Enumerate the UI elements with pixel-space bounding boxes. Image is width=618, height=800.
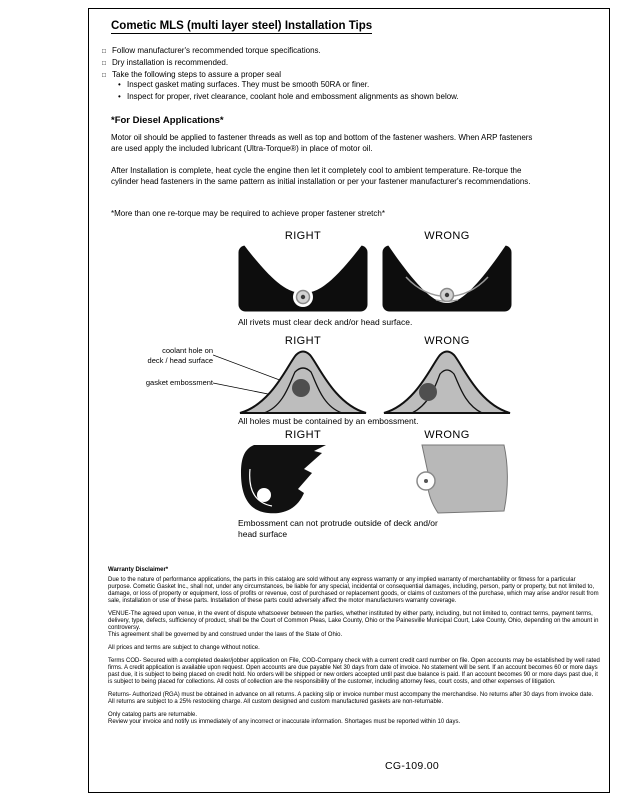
warranty-paragraph: Only catalog parts are returnable. xyxy=(108,712,198,718)
embossment-right-diagram xyxy=(238,348,368,414)
rivet-overlap-illustration xyxy=(382,245,512,312)
protrusion-right-diagram xyxy=(238,443,368,515)
wrong-label-row2: WRONG xyxy=(424,335,470,347)
tip-text: Follow manufacturer's recommended torque specifications. xyxy=(112,46,321,55)
round-bullet-icon: • xyxy=(118,92,121,101)
warranty-paragraph: Due to the nature of performance applications, the parts in this catalog are sold without any express warranty or any implied warranty of merchantability or fitness for a particular purpose. Cometic Gasket Inc., shall not, under any circumstances, be liable for any special, incidental or consequential damages, including, person, party or property, but not limited to, damage, or loss of property or equipment, loss of profits or revenue, cost of purchased or replacement goods, or claims of customers of the purchase, which may arise and/or result from sale, installation or use of these parts. Installation of these parts could adversely affect the motor manufacturers warranty coverage. xyxy=(108,577,599,604)
list-item xyxy=(118,91,459,103)
square-bullet-icon: □ xyxy=(102,72,106,79)
callout-coolant-hole xyxy=(107,346,213,365)
tips-list xyxy=(102,45,321,81)
warranty-paragraph: This agreement shall be governed by and construed under the laws of the State of Ohio. xyxy=(108,632,343,638)
embossment-inside-illustration xyxy=(238,443,368,515)
warranty-paragraph: Review your invoice and notify us immediately of any incorrect or inaccurate information. Shortages must be reported within 10 days. xyxy=(108,719,461,725)
tip-text: Take the following steps to assure a proper seal xyxy=(112,70,281,79)
rivet-clear-illustration xyxy=(238,245,368,312)
right-label-row1: RIGHT xyxy=(284,230,322,242)
square-bullet-icon: □ xyxy=(102,48,106,55)
page-title: Cometic MLS (multi layer steel) Installation Tips xyxy=(111,20,373,32)
right-label-row2: RIGHT xyxy=(284,335,322,347)
rivet-right-diagram xyxy=(238,245,368,312)
list-item xyxy=(118,79,459,91)
callout-text: coolant hole on xyxy=(162,346,213,355)
round-bullet-icon: • xyxy=(118,80,121,89)
list-item xyxy=(102,45,321,57)
square-bullet-icon: □ xyxy=(102,60,106,67)
diesel-paragraph-1: Motor oil should be applied to fastener threads as well as top and bottom of the fastener washers. When ARP fasteners are used apply the included lubricant (Ultra-Torque®) in place of motor oil. xyxy=(111,133,533,153)
hole-contained-illustration xyxy=(238,348,368,414)
callout-text: deck / head surface xyxy=(147,355,213,365)
rivet-wrong-diagram xyxy=(382,245,512,312)
catalog-page-code: CG-109.00 xyxy=(385,760,440,772)
warranty-paragraph: VENUE-The agreed upon venue, in the event of dispute whatsoever between the parties, whether instituted by either party, including, but not limited to, contract terms, payment terms, delivery, type, defects, sufficiency of product, shall be the Court of Common Pleas, Lake County, Ohio or the Painesville Municipal Court, Lake County, Ohio, depending on the amount in controversy. xyxy=(108,611,599,631)
protrusion-wrong-diagram xyxy=(382,443,512,515)
tip-text: Dry installation is recommended. xyxy=(112,58,229,67)
right-label-row3: RIGHT xyxy=(284,429,322,441)
hole-crossing-illustration xyxy=(382,348,512,414)
tip-text: Inspect gasket mating surfaces. They must be smooth 50RA or finer. xyxy=(127,80,370,89)
warranty-paragraph: All prices and terms are subject to change without notice. xyxy=(108,645,260,651)
warranty-paragraph: Terms COD- Secured with a completed dealer/jobber application on File, COD-Company check with a current credit card number on file. Open accounts may be established by well rated firms. A credit application is available upon request. Open accounts are due payable Net 30 days from date of invoice. No statement will be sent. If an account becomes 60 or more days past due, it is subject to being placed on credit hold. No orders will be shipped or new orders accepted until past due balance is paid. If an account becomes 90 or more days past due, it is subject to being placed for collections. All costs of collection are the responsibility of the customer, including attorney fees, court costs, and other expenses of litigation. xyxy=(108,658,600,685)
warranty-disclaimer xyxy=(108,567,600,726)
tips-sublist xyxy=(118,79,459,103)
embossment-wrong-diagram xyxy=(382,348,512,414)
document-frame xyxy=(88,8,610,793)
tip-text: Inspect for proper, rivet clearance, coolant hole and embossment alignments as shown below. xyxy=(127,92,459,101)
list-item xyxy=(102,57,321,69)
warranty-paragraph: Returns- Authorized (RGA) must be obtained in advance on all returns. A packing slip or invoice number must accompany the merchandise. No returns after 30 days from invoice date. All returns are subject to a 25% restocking charge. All custom designed and custom manufactured gaskets are non-returnable. xyxy=(108,692,594,705)
diesel-paragraph-2: After Installation is complete, heat cycle the engine then let it completely cool to ambient temperature. Re-torque the cylinder head fasteners in the same pattern as initial installation or per your fastener manufacturer's recommendations. xyxy=(111,166,531,186)
embossment-protruding-illustration xyxy=(382,443,512,515)
retorque-note: *More than one re-torque may be required to achieve proper fastener stretch* xyxy=(111,209,385,218)
caption-protrusion: Embossment can not protrude outside of deck and/or head surface xyxy=(238,518,438,539)
warranty-heading: Warranty Disclaimer* xyxy=(108,567,169,573)
diesel-section-heading: *For Diesel Applications* xyxy=(111,115,224,126)
caption-holes: All holes must be contained by an embossment. xyxy=(238,416,419,426)
wrong-label-row3: WRONG xyxy=(424,429,470,441)
wrong-label-row1: WRONG xyxy=(424,230,470,242)
caption-rivets: All rivets must clear deck and/or head surface. xyxy=(238,317,413,327)
callout-gasket-embossment: gasket embossment xyxy=(145,378,213,387)
